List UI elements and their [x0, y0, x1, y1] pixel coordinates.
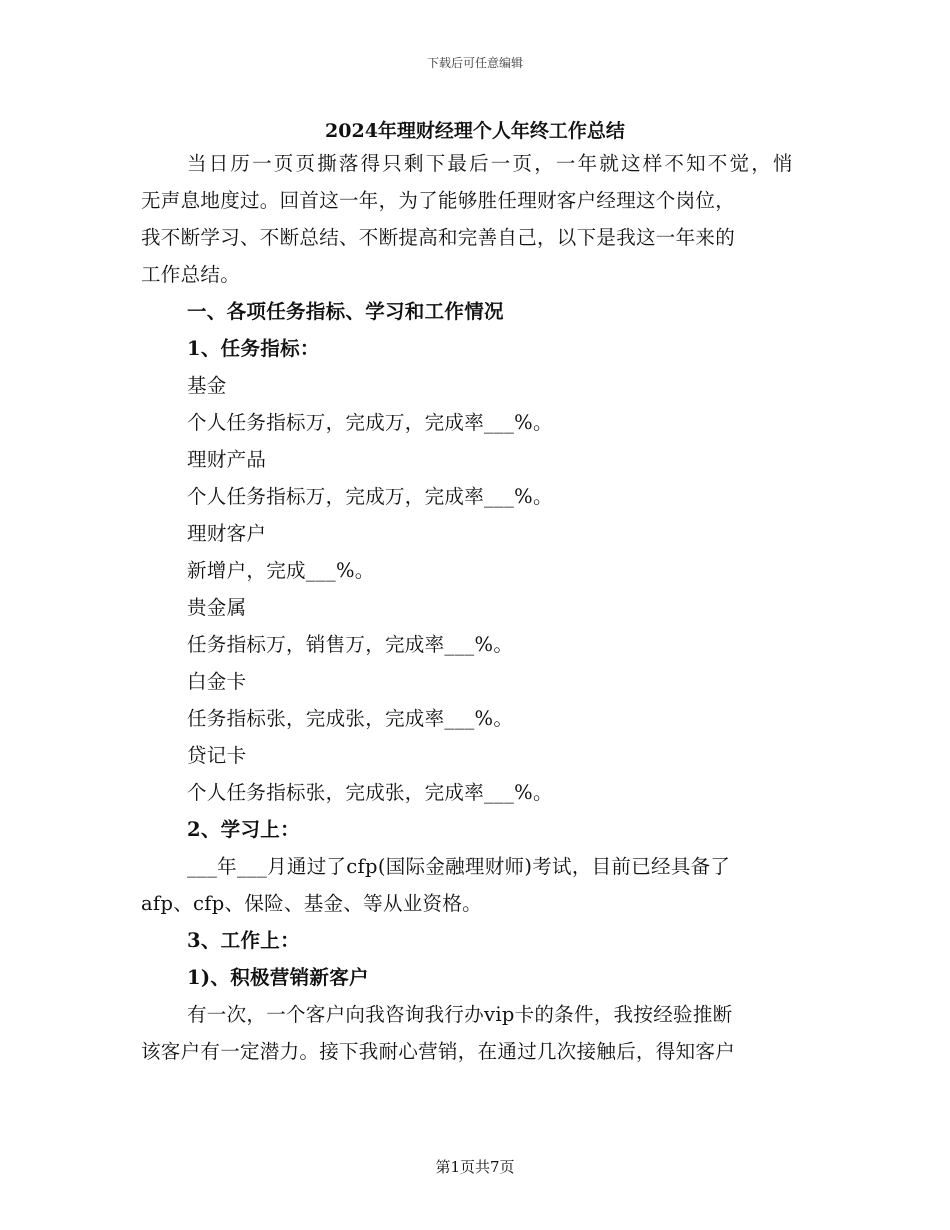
body-text-line: 基金	[187, 374, 227, 397]
body-text-line: 个人任务指标万，完成万，完成率___%。	[187, 411, 553, 434]
body-text-line: 理财客户	[187, 522, 267, 545]
section-heading: 1、任务指标：	[187, 337, 320, 360]
section-heading: 1)、积极营销新客户	[187, 966, 369, 989]
body-text-line: 该客户有一定潜力。接下我耐心营销，在通过几次接触后，得知客户	[141, 1040, 736, 1063]
body-text-line: 无声息地度过。回首这一年，为了能够胜任理财客户经理这个岗位，	[141, 189, 736, 212]
body-text-line: 任务指标万，销售万，完成率___%。	[187, 633, 514, 656]
body-text-line: 有一次，一个客户向我咨询我行办vip卡的条件，我按经验推断	[187, 1003, 733, 1026]
body-text-line: ___年___月通过了cfp(国际金融理财师)考试，目前已经具备了	[187, 855, 731, 878]
body-text-line: 个人任务指标万，完成万，完成率___%。	[187, 485, 553, 508]
body-text-line: 任务指标张，完成张，完成率___%。	[187, 707, 514, 730]
body-text-line: 理财产品	[187, 448, 267, 471]
section-heading: 2、学习上：	[187, 818, 300, 841]
section-heading: 一、各项任务指标、学习和工作情况	[187, 300, 504, 323]
document-body	[141, 145, 811, 1070]
body-text-line: 白金卡	[187, 670, 247, 693]
body-text-line: 新增户，完成___%。	[187, 559, 375, 582]
section-heading: 3、工作上：	[187, 929, 300, 952]
body-text-line: 贷记卡	[187, 744, 247, 767]
body-text-line: 工作总结。	[141, 263, 241, 286]
body-text-line: 贵金属	[187, 596, 247, 619]
page-number-footer: 第1页共7页	[435, 1158, 515, 1176]
body-text-line: 我不断学习、不断总结、不断提高和完善自己，以下是我这一年来的	[141, 226, 736, 249]
body-text-line: afp、cfp、保险、基金、等从业资格。	[141, 892, 482, 915]
header-note: 下载后可任意编辑	[426, 56, 523, 70]
body-text-line: 当日历一页页撕落得只剩下最后一页，一年就这样不知不觉，悄	[187, 152, 795, 175]
document-title: 2024年理财经理个人年终工作总结	[325, 120, 625, 142]
body-text-line: 个人任务指标张，完成张，完成率___%。	[187, 781, 553, 804]
